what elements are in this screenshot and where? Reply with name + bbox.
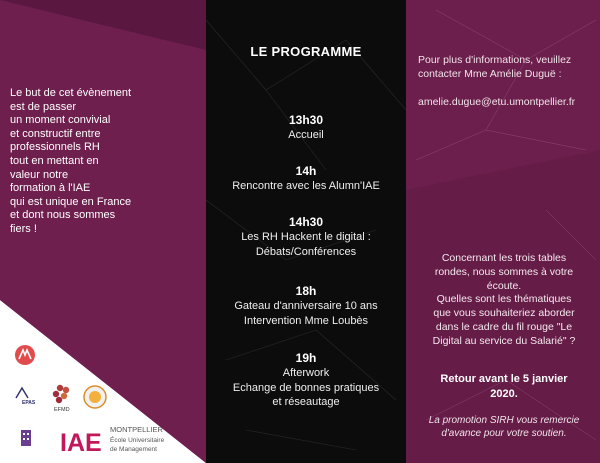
slot-description: Gateau d'anniversaire 10 ans Intervention Mme Loubès	[234, 300, 378, 327]
slot-description: Accueil	[288, 129, 324, 141]
epas-label: EPAS	[22, 400, 36, 406]
epas-logo	[16, 388, 36, 406]
contact-email[interactable]: amelie.dugue@etu.umontpellier.fr	[418, 96, 576, 108]
iae-logo-letters: IAE	[60, 429, 102, 457]
slot-time: 14h	[295, 164, 317, 178]
left-panel	[0, 0, 206, 463]
deadline-text: Retour avant le 5 janvier 2020.	[440, 373, 568, 400]
slot-time: 13h30	[288, 113, 324, 127]
program-panel	[206, 0, 406, 463]
round-tables-text: Concernant les trois tables rondes, nous sommes à votre écoute. Quelles sont les thématiques que vous souhaiteriez aborder dans le cadre du fil rouge "Le Digital au service du Salarié" ?	[432, 252, 576, 347]
program-title: LE PROGRAMME	[250, 44, 362, 59]
info-panel	[406, 0, 600, 463]
program-slot-2	[206, 163, 406, 194]
slot-time: 14h30	[288, 215, 324, 229]
slot-description: Afterwork Echange de bonnes pratiques et réseautage	[232, 367, 380, 408]
intro-text: Le but de cet évènement est de passer un moment convivial et constructif entre professionnels RH tout en mettant en valeur notre formation à l'IAE qui est unique en France et dont nous sommes fiers !	[10, 87, 132, 235]
iae-school-line-1: École Universitaire	[110, 437, 165, 444]
program-slot-1	[206, 112, 406, 143]
contact-text: Pour plus d'informations, veuillez contacter Mme Amélie Duguë :	[418, 54, 572, 80]
slot-time: 18h	[295, 284, 317, 298]
building-logo	[21, 430, 31, 446]
iae-school-line-2: de Management	[110, 446, 157, 453]
efmd-label: EFMD	[54, 407, 70, 413]
program-slot-3	[206, 214, 406, 259]
iae-city: MONTPELLIER	[110, 425, 163, 434]
slot-time: 19h	[295, 351, 317, 365]
slot-description: Les RH Hackent le digital : Débats/Conférences	[241, 231, 371, 258]
iae-logo	[60, 425, 165, 457]
slot-description: Rencontre avec les Alumn'IAE	[232, 180, 380, 192]
partner-logos	[0, 0, 206, 463]
program-slot-5	[206, 350, 406, 410]
quality-seal-logo	[84, 386, 106, 408]
university-logo	[15, 345, 35, 365]
thanks-text: La promotion SIRH vous remercie d'avance pour votre soutien.	[428, 415, 580, 439]
program-slot-4	[206, 283, 406, 328]
efmd-logo	[53, 385, 70, 413]
